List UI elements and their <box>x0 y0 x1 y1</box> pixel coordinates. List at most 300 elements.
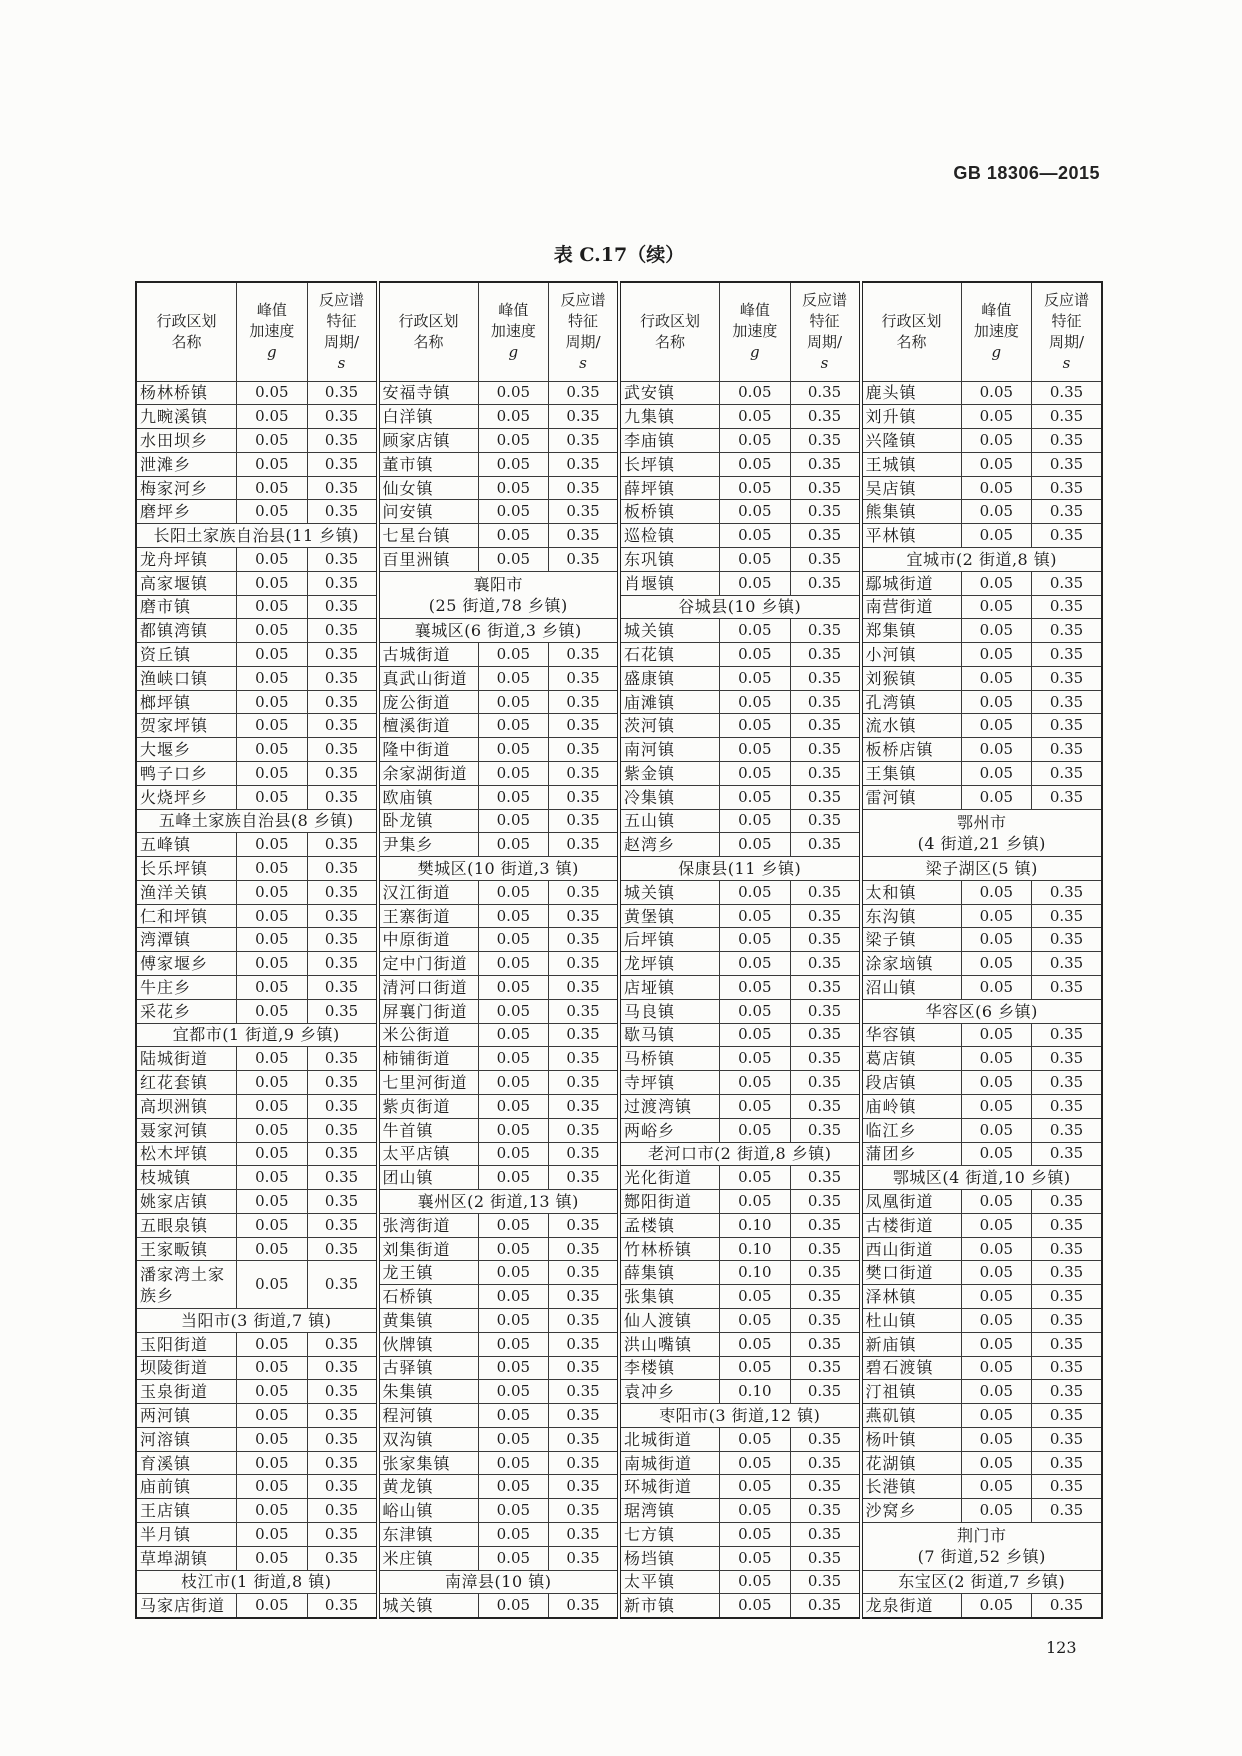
response-period-cell: 0.35 <box>1032 1047 1102 1071</box>
region-name-cell: 刘集街道 <box>378 1237 479 1261</box>
peak-acceleration-cell: 0.05 <box>478 809 548 833</box>
peak-acceleration-cell: 0.05 <box>237 1071 307 1095</box>
peak-acceleration-cell: 0.05 <box>961 1380 1031 1404</box>
header-region-name <box>861 282 962 381</box>
region-name-cell: 半月镇 <box>136 1523 237 1547</box>
peak-acceleration-cell: 0.05 <box>237 999 307 1023</box>
region-name-cell: 榔坪镇 <box>136 690 237 714</box>
table-row <box>136 880 1102 904</box>
table-row <box>136 643 1102 667</box>
response-period-cell: 0.35 <box>1032 1499 1102 1523</box>
peak-acceleration-cell: 0.05 <box>961 904 1031 928</box>
response-period-cell: 0.35 <box>790 928 860 952</box>
peak-acceleration-cell: 0.05 <box>478 1332 548 1356</box>
peak-acceleration-cell: 0.05 <box>961 1475 1031 1499</box>
response-period-cell: 0.35 <box>790 1071 860 1095</box>
peak-acceleration-cell: 0.05 <box>478 405 548 429</box>
peak-acceleration-cell: 0.05 <box>478 690 548 714</box>
peak-acceleration-cell: 0.05 <box>720 1570 790 1594</box>
table-row <box>136 1332 1102 1356</box>
response-period-cell: 0.35 <box>307 381 377 405</box>
peak-acceleration-cell: 0.05 <box>237 904 307 928</box>
response-period-cell: 0.35 <box>790 1499 860 1523</box>
table-row <box>136 1118 1102 1142</box>
response-period-cell: 0.35 <box>549 976 619 1000</box>
response-period-cell: 0.35 <box>549 690 619 714</box>
peak-acceleration-cell: 0.05 <box>478 880 548 904</box>
response-period-cell: 0.35 <box>790 1523 860 1547</box>
response-period-cell: 0.35 <box>1032 928 1102 952</box>
region-name-cell: 石花镇 <box>619 643 720 667</box>
response-period-cell: 0.35 <box>549 1594 619 1618</box>
region-name-cell: 松木坪镇 <box>136 1142 237 1166</box>
region-name-cell: 沙窝乡 <box>861 1499 962 1523</box>
peak-acceleration-cell: 0.05 <box>478 1213 548 1237</box>
region-name-cell: 傅家堰乡 <box>136 952 237 976</box>
region-name-cell: 长港镇 <box>861 1475 962 1499</box>
region-name-cell: 河溶镇 <box>136 1427 237 1451</box>
region-name-cell: 杜山镇 <box>861 1308 962 1332</box>
response-period-cell: 0.35 <box>307 1356 377 1380</box>
header-line: 行政区划 <box>156 311 217 330</box>
region-heading-cell <box>378 1190 620 1214</box>
region-name-cell: 伙牌镇 <box>378 1332 479 1356</box>
header-peak-acceleration <box>478 282 548 381</box>
response-period-cell: 0.35 <box>1032 762 1102 786</box>
response-period-cell: 0.35 <box>307 1451 377 1475</box>
peak-acceleration-cell: 0.05 <box>478 1118 548 1142</box>
response-period-cell: 0.35 <box>1032 1404 1102 1428</box>
peak-acceleration-cell: 0.05 <box>961 1142 1031 1166</box>
peak-acceleration-cell: 0.05 <box>720 500 790 524</box>
table-row <box>136 1071 1102 1095</box>
header-response-period <box>790 282 860 381</box>
peak-acceleration-cell: 0.05 <box>720 690 790 714</box>
response-period-cell: 0.35 <box>790 1094 860 1118</box>
response-period-cell: 0.35 <box>790 1594 860 1618</box>
response-period-cell: 0.35 <box>790 1308 860 1332</box>
table-row <box>136 1404 1102 1428</box>
response-period-cell: 0.35 <box>549 452 619 476</box>
header-region-name <box>619 282 720 381</box>
region-name-cell: 王店镇 <box>136 1499 237 1523</box>
peak-acceleration-cell: 0.05 <box>478 714 548 738</box>
peak-acceleration-cell: 0.05 <box>237 1166 307 1190</box>
response-period-cell: 0.35 <box>790 833 860 857</box>
header-line: g <box>750 343 760 362</box>
response-period-cell: 0.35 <box>549 738 619 762</box>
table-row <box>136 1570 1102 1594</box>
peak-acceleration-cell: 0.05 <box>961 1427 1031 1451</box>
table-row <box>136 1023 1102 1047</box>
region-name-cell: 过渡湾镇 <box>619 1094 720 1118</box>
region-name-cell: 小河镇 <box>861 643 962 667</box>
response-period-cell: 0.35 <box>1032 1213 1102 1237</box>
region-name-cell: 袁冲乡 <box>619 1380 720 1404</box>
region-name-cell: 七星台镇 <box>378 524 479 548</box>
peak-acceleration-cell: 0.05 <box>478 666 548 690</box>
region-name-cell: 牛庄乡 <box>136 976 237 1000</box>
response-period-cell: 0.35 <box>1032 976 1102 1000</box>
region-name-cell: 平林镇 <box>861 524 962 548</box>
peak-acceleration-cell: 0.05 <box>478 1166 548 1190</box>
peak-acceleration-cell: 0.05 <box>478 429 548 453</box>
region-name-cell: 磨市镇 <box>136 595 237 619</box>
region-heading: 长阳土家族自治县(11 乡镇) <box>153 526 359 546</box>
region-name-cell: 城关镇 <box>378 1594 479 1618</box>
response-period-cell: 0.35 <box>790 1118 860 1142</box>
table-row <box>136 1142 1102 1166</box>
region-name-cell: 东沟镇 <box>861 904 962 928</box>
peak-acceleration-cell: 0.05 <box>720 999 790 1023</box>
response-period-cell: 0.35 <box>549 1285 619 1309</box>
response-period-cell: 0.35 <box>790 619 860 643</box>
region-name-cell: 泽林镇 <box>861 1285 962 1309</box>
region-name-cell: 琚湾镇 <box>619 1499 720 1523</box>
response-period-cell: 0.35 <box>307 857 377 881</box>
region-name-cell: 贺家坪镇 <box>136 714 237 738</box>
region-heading: 梁子湖区(5 镇) <box>925 859 1038 879</box>
region-name-cell: 龙泉街道 <box>861 1594 962 1618</box>
region-name-cell: 酂阳街道 <box>619 1190 720 1214</box>
response-period-cell: 0.35 <box>549 1118 619 1142</box>
response-period-cell: 0.35 <box>1032 405 1102 429</box>
response-period-cell: 0.35 <box>790 1356 860 1380</box>
table-row <box>136 1094 1102 1118</box>
peak-acceleration-cell: 0.05 <box>720 547 790 571</box>
peak-acceleration-cell: 0.05 <box>720 1475 790 1499</box>
peak-acceleration-cell: 0.05 <box>961 1023 1031 1047</box>
region-name-cell: 王家畈镇 <box>136 1237 237 1261</box>
header-line: 加速度 <box>732 322 778 341</box>
table-row <box>136 976 1102 1000</box>
header-line: 峰值 <box>498 301 529 320</box>
peak-acceleration-cell: 0.05 <box>961 429 1031 453</box>
peak-acceleration-cell: 0.05 <box>720 904 790 928</box>
peak-acceleration-cell: 0.05 <box>478 952 548 976</box>
peak-acceleration-cell: 0.05 <box>720 880 790 904</box>
region-name-cell: 姚家店镇 <box>136 1190 237 1214</box>
peak-acceleration-cell: 0.05 <box>237 1261 307 1309</box>
region-heading: 鄂州市 <box>956 812 1007 832</box>
region-heading: 当阳市(3 街道,7 镇) <box>180 1310 332 1330</box>
peak-acceleration-cell: 0.05 <box>961 643 1031 667</box>
region-name-cell: 两峪乡 <box>619 1118 720 1142</box>
peak-acceleration-cell: 0.05 <box>237 762 307 786</box>
table-row <box>136 928 1102 952</box>
response-period-cell: 0.35 <box>549 1356 619 1380</box>
peak-acceleration-cell: 0.05 <box>478 1451 548 1475</box>
header-response-period <box>307 282 377 381</box>
header-line: 名称 <box>171 332 202 351</box>
region-name-cell: 枝城镇 <box>136 1166 237 1190</box>
response-period-cell: 0.35 <box>790 643 860 667</box>
response-period-cell: 0.35 <box>307 1427 377 1451</box>
peak-acceleration-cell: 0.05 <box>478 1308 548 1332</box>
region-name-cell: 仁和坪镇 <box>136 904 237 928</box>
peak-acceleration-cell: 0.05 <box>478 500 548 524</box>
response-period-cell: 0.35 <box>307 714 377 738</box>
peak-acceleration-cell: 0.05 <box>237 1332 307 1356</box>
region-name-cell: 峪山镇 <box>378 1499 479 1523</box>
response-period-cell: 0.35 <box>1032 595 1102 619</box>
table-row <box>136 1499 1102 1523</box>
table-row <box>136 1594 1102 1618</box>
region-name-cell: 碧石渡镇 <box>861 1356 962 1380</box>
region-name-cell: 牛首镇 <box>378 1118 479 1142</box>
region-heading: 南漳县(10 镇) <box>445 1572 552 1592</box>
region-name-cell: 仙女镇 <box>378 476 479 500</box>
region-heading-cell <box>619 1142 861 1166</box>
region-name-cell: 西山街道 <box>861 1237 962 1261</box>
region-name-cell: 庙岭镇 <box>861 1094 962 1118</box>
peak-acceleration-cell: 0.05 <box>478 643 548 667</box>
header-line: s <box>1062 353 1071 372</box>
peak-acceleration-cell: 0.05 <box>237 1190 307 1214</box>
region-heading: 樊城区(10 街道,3 镇) <box>417 859 579 879</box>
peak-acceleration-cell: 0.05 <box>478 1285 548 1309</box>
response-period-cell: 0.35 <box>1032 500 1102 524</box>
response-period-cell: 0.35 <box>1032 690 1102 714</box>
region-name-cell: 南营街道 <box>861 595 962 619</box>
response-period-cell: 0.35 <box>307 1118 377 1142</box>
region-name-cell: 张家集镇 <box>378 1451 479 1475</box>
region-name-cell: 龙王镇 <box>378 1261 479 1285</box>
region-name-cell: 华容镇 <box>861 1023 962 1047</box>
peak-acceleration-cell: 0.05 <box>961 1285 1031 1309</box>
response-period-cell: 0.35 <box>1032 452 1102 476</box>
header-line: s <box>337 353 346 372</box>
region-heading-cell <box>861 999 1103 1023</box>
response-period-cell: 0.35 <box>1032 1451 1102 1475</box>
response-period-cell: 0.35 <box>549 1475 619 1499</box>
response-period-cell: 0.35 <box>549 1523 619 1547</box>
response-period-cell: 0.35 <box>307 1380 377 1404</box>
region-heading: 襄城区(6 街道,3 乡镇) <box>414 621 582 641</box>
peak-acceleration-cell: 0.05 <box>720 1427 790 1451</box>
peak-acceleration-cell: 0.05 <box>961 1356 1031 1380</box>
header-region-name <box>378 282 479 381</box>
response-period-cell: 0.35 <box>790 690 860 714</box>
response-period-cell: 0.35 <box>549 405 619 429</box>
response-period-cell: 0.35 <box>1032 1094 1102 1118</box>
region-heading: 襄州区(2 街道,13 镇) <box>417 1191 579 1211</box>
region-name-cell: 薛坪镇 <box>619 476 720 500</box>
region-name-cell: 九集镇 <box>619 405 720 429</box>
region-name-cell: 柿铺街道 <box>378 1047 479 1071</box>
header-line: 加速度 <box>490 322 536 341</box>
response-period-cell: 0.35 <box>307 738 377 762</box>
peak-acceleration-cell: 0.05 <box>237 1499 307 1523</box>
region-name-cell: 李庙镇 <box>619 429 720 453</box>
peak-acceleration-cell: 0.05 <box>961 452 1031 476</box>
response-period-cell: 0.35 <box>790 1023 860 1047</box>
response-period-cell: 0.35 <box>790 500 860 524</box>
response-period-cell: 0.35 <box>549 1427 619 1451</box>
response-period-cell: 0.35 <box>790 1451 860 1475</box>
response-period-cell: 0.35 <box>307 1094 377 1118</box>
region-name-cell: 环城街道 <box>619 1475 720 1499</box>
peak-acceleration-cell: 0.05 <box>478 1047 548 1071</box>
region-name-cell: 高家堰镇 <box>136 571 237 595</box>
peak-acceleration-cell: 0.05 <box>478 738 548 762</box>
peak-acceleration-cell: 0.05 <box>237 976 307 1000</box>
response-period-cell: 0.35 <box>549 1451 619 1475</box>
response-period-cell: 0.35 <box>790 714 860 738</box>
response-period-cell: 0.35 <box>307 999 377 1023</box>
region-heading: 荆门市 <box>956 1526 1007 1546</box>
peak-acceleration-cell: 0.05 <box>237 1213 307 1237</box>
table-row <box>136 738 1102 762</box>
region-name-cell: 双沟镇 <box>378 1427 479 1451</box>
page-number: 123 <box>1046 1638 1077 1657</box>
peak-acceleration-cell: 0.05 <box>237 595 307 619</box>
region-name-cell: 五山镇 <box>619 809 720 833</box>
table-row <box>136 619 1102 643</box>
peak-acceleration-cell: 0.05 <box>720 1285 790 1309</box>
response-period-cell: 0.35 <box>549 1261 619 1285</box>
region-name-cell: 杨林桥镇 <box>136 381 237 405</box>
peak-acceleration-cell: 0.05 <box>478 381 548 405</box>
response-period-cell: 0.35 <box>307 1594 377 1618</box>
table-row <box>136 666 1102 690</box>
peak-acceleration-cell: 0.05 <box>237 405 307 429</box>
response-period-cell: 0.35 <box>1032 1142 1102 1166</box>
response-period-cell: 0.35 <box>307 928 377 952</box>
region-name-cell: 米公街道 <box>378 1023 479 1047</box>
peak-acceleration-cell: 0.05 <box>237 1475 307 1499</box>
table-row <box>136 429 1102 453</box>
peak-acceleration-cell: 0.05 <box>478 762 548 786</box>
region-name-cell: 石桥镇 <box>378 1285 479 1309</box>
header-response-period <box>549 282 619 381</box>
response-period-cell: 0.35 <box>790 1380 860 1404</box>
peak-acceleration-cell: 0.05 <box>478 1023 548 1047</box>
region-name-cell: 熊集镇 <box>861 500 962 524</box>
table-row <box>136 547 1102 571</box>
table-row <box>136 1261 1102 1285</box>
region-name-cell: 庙前镇 <box>136 1475 237 1499</box>
response-period-cell: 0.35 <box>307 1071 377 1095</box>
table-row <box>136 595 1102 619</box>
header-response-period <box>1032 282 1102 381</box>
response-period-cell: 0.35 <box>307 1261 377 1309</box>
response-period-cell: 0.35 <box>1032 1190 1102 1214</box>
region-name-cell: 蒲团乡 <box>861 1142 962 1166</box>
region-name-cell: 鄢城街道 <box>861 571 962 595</box>
peak-acceleration-cell: 0.05 <box>478 904 548 928</box>
table-row <box>136 500 1102 524</box>
table-row <box>136 1475 1102 1499</box>
table-row <box>136 1213 1102 1237</box>
response-period-cell: 0.35 <box>549 476 619 500</box>
header-line: s <box>579 353 587 372</box>
header-line: 反应谱 <box>1044 290 1090 309</box>
peak-acceleration-cell: 0.05 <box>961 1190 1031 1214</box>
response-period-cell: 0.35 <box>1032 381 1102 405</box>
region-name-cell: 洪山嘴镇 <box>619 1332 720 1356</box>
peak-acceleration-cell: 0.05 <box>961 476 1031 500</box>
peak-acceleration-cell: 0.05 <box>961 952 1031 976</box>
region-name-cell: 鹿头镇 <box>861 381 962 405</box>
region-name-cell: 紫金镇 <box>619 762 720 786</box>
region-name-cell: 大堰乡 <box>136 738 237 762</box>
peak-acceleration-cell: 0.05 <box>478 1546 548 1570</box>
response-period-cell: 0.35 <box>790 1213 860 1237</box>
region-name-cell: 坝陵街道 <box>136 1356 237 1380</box>
response-period-cell: 0.35 <box>790 405 860 429</box>
peak-acceleration-cell: 0.05 <box>720 1546 790 1570</box>
peak-acceleration-cell: 0.05 <box>237 714 307 738</box>
peak-acceleration-cell: 0.05 <box>478 452 548 476</box>
region-name-cell: 竹林桥镇 <box>619 1237 720 1261</box>
region-name-cell: 东巩镇 <box>619 547 720 571</box>
region-name-cell: 育溪镇 <box>136 1451 237 1475</box>
region-name-cell: 段店镇 <box>861 1071 962 1095</box>
response-period-cell: 0.35 <box>1032 1380 1102 1404</box>
response-period-cell: 0.35 <box>549 762 619 786</box>
table-row <box>136 571 1102 595</box>
peak-acceleration-cell: 0.05 <box>237 857 307 881</box>
response-period-cell: 0.35 <box>307 500 377 524</box>
peak-acceleration-cell: 0.05 <box>720 1332 790 1356</box>
response-period-cell: 0.35 <box>549 928 619 952</box>
table-row <box>136 1308 1102 1332</box>
response-period-cell: 0.35 <box>549 809 619 833</box>
region-heading-cell <box>378 1570 620 1594</box>
response-period-cell: 0.35 <box>1032 429 1102 453</box>
response-period-cell: 0.35 <box>307 1332 377 1356</box>
peak-acceleration-cell: 0.05 <box>720 738 790 762</box>
table-row <box>136 1166 1102 1190</box>
response-period-cell: 0.35 <box>1032 738 1102 762</box>
response-period-cell: 0.35 <box>1032 714 1102 738</box>
region-heading: 宜都市(1 街道,9 乡镇) <box>172 1025 340 1045</box>
response-period-cell: 0.35 <box>1032 476 1102 500</box>
response-period-cell: 0.35 <box>549 547 619 571</box>
region-heading-cell <box>136 1570 378 1594</box>
table-body <box>136 381 1102 1618</box>
response-period-cell: 0.35 <box>549 714 619 738</box>
peak-acceleration-cell: 0.05 <box>961 1094 1031 1118</box>
response-period-cell: 0.35 <box>1032 904 1102 928</box>
region-name-cell: 尹集乡 <box>378 833 479 857</box>
response-period-cell: 0.35 <box>790 666 860 690</box>
region-name-cell: 后坪镇 <box>619 928 720 952</box>
response-period-cell: 0.35 <box>549 904 619 928</box>
region-name-cell: 临江乡 <box>861 1118 962 1142</box>
region-name-cell: 庞公街道 <box>378 690 479 714</box>
region-name-cell: 雷河镇 <box>861 785 962 809</box>
peak-acceleration-cell: 0.05 <box>961 1499 1031 1523</box>
region-name-cell: 黄堡镇 <box>619 904 720 928</box>
response-period-cell: 0.35 <box>307 1190 377 1214</box>
peak-acceleration-cell: 0.05 <box>720 976 790 1000</box>
peak-acceleration-cell: 0.05 <box>478 1142 548 1166</box>
peak-acceleration-cell: 0.05 <box>237 1047 307 1071</box>
peak-acceleration-cell: 0.05 <box>478 833 548 857</box>
header-peak-acceleration <box>720 282 790 381</box>
peak-acceleration-cell: 0.05 <box>961 405 1031 429</box>
table-row <box>136 999 1102 1023</box>
table-row <box>136 381 1102 405</box>
region-name-cell: 玉阳街道 <box>136 1332 237 1356</box>
peak-acceleration-cell: 0.05 <box>720 1451 790 1475</box>
region-name-cell: 米庄镇 <box>378 1546 479 1570</box>
peak-acceleration-cell: 0.05 <box>720 666 790 690</box>
response-period-cell: 0.35 <box>790 976 860 1000</box>
table-row <box>136 1237 1102 1261</box>
